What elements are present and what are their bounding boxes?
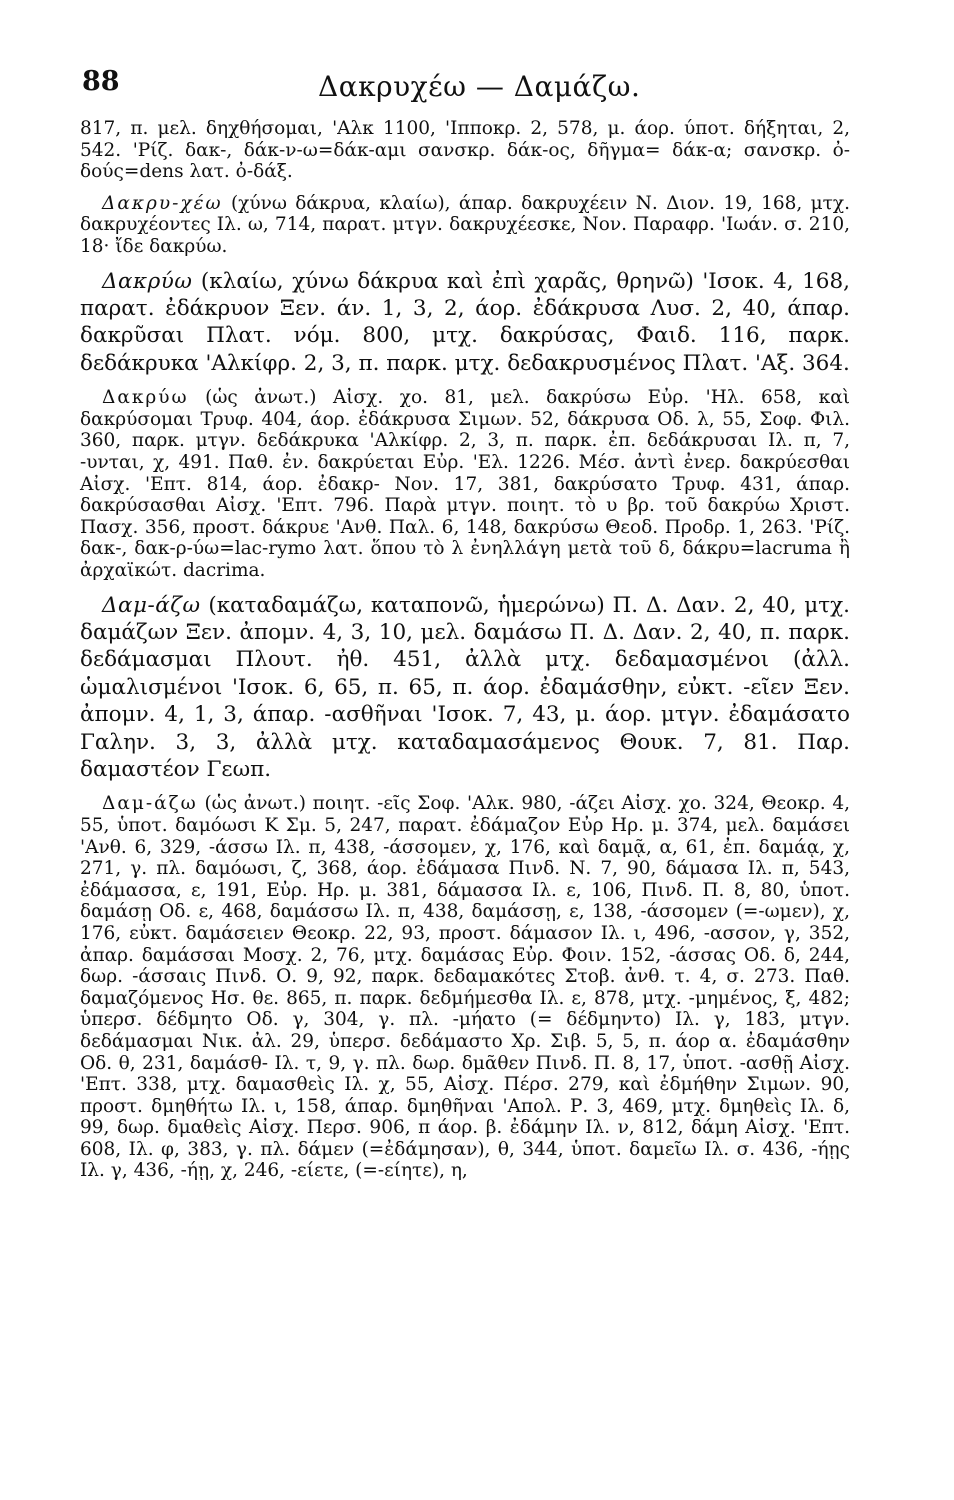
page-body (80, 118, 850, 1182)
entry-headword: Δαμ-άζω (102, 592, 201, 618)
entry-text: (χύνω δάκρυα, κλαίω), άπαρ. δακρυχέειν Ν. Διον. 19, 168, μτχ. δακρυχέοντες Ιλ. ω, 714, παρατ. μτγν. δακρυχέεσκε, Νον. Παραφρ. 'Ιωάν. σ. 210, 18· ἴδε δακρύω. (80, 192, 850, 257)
entry-headword: Δακρύω (102, 268, 193, 294)
entry-text: (κλαίω, χύνω δάκρυα καὶ ἐπὶ χαρᾶς, θρηνῶ) 'Ισοκ. 4, 168, παρατ. ἐδάκρυον Ξεν. άν. 1, 3, 2, άορ. ἐδάκρυσα Λυσ. 2, 40, άπαρ. δακρῦσαι Πλατ. νόμ. 800, μτχ. δακρύσας, Φαιδ. 116, παρκ. δεδάκρυκα 'Αλκίφρ. 2, 3, π. παρκ. μτχ. δεδακρυσμένος Πλατ. 'Αξ. 364. (80, 268, 850, 376)
page-number: 88 (82, 66, 120, 97)
entry-damazo-poetic (80, 793, 850, 1182)
entry-dakryo-prose (80, 268, 850, 378)
entry-continuation (80, 118, 850, 183)
entry-headword: Δακρύω (102, 387, 189, 409)
running-title: Δακρυχέω — Δαμάζω. (318, 70, 641, 103)
entry-text: 817, π. μελ. δηχθήσομαι, 'Αλκ 1100, 'Ιπποκρ. 2, 578, μ. άορ. ύποτ. δήξηται, 2, 542. 'Ρίζ. δακ-, δάκ-ν-ω=δάκ-αμι σανσκρ. δάκ-ος, δῆγμα= δάκ-α; σανσκρ. ὀ-δούς=dens λατ. ὀ-δάξ. (80, 118, 850, 183)
page-header (0, 66, 954, 116)
entry-dakrycheo (80, 193, 850, 258)
entry-dakryo-poetic (80, 387, 850, 581)
entry-headword: Δακρυ-χέω (102, 192, 223, 214)
entry-headword: Δαμ-άζω (102, 793, 198, 815)
entry-text: (καταδαμάζω, καταπονῶ, ἡμερώνω) Π. Δ. Δαν. 2, 40, μτχ. δαμάζων Ξεν. ἀπομν. 4, 3, 10, μελ. δαμάσω Π. Δ. Δαν. 2, 40, π. παρκ. δεδάμασμαι Πλουτ. ἠθ. 451, ἀλλὰ μτχ. δεδαμασμένοι (ἀλλ. ὡμαλισμένοι 'Ισοκ. 6, 65, π. 65, π. άορ. ἐδαμάσθην, εὐκτ. -εῖεν Ξεν. ἀπομν. 4, 1, 3, άπαρ. -ασθῆναι 'Ισοκ. 7, 43, μ. άορ. μτγν. ἐδαμάσατο Γαλην. 3, 3, ἀλλὰ μτχ. καταδαμασάμενος Θουκ. 7, 81. Παρ. δαμαστέον Γεωπ. (80, 592, 850, 782)
entry-text: (ὡς ἀνωτ.) Αἰσχ. χο. 81, μελ. δακρύσω Εὐρ. 'Ηλ. 658, καὶ δακρύσομαι Τρυφ. 404, άορ. ἐδάκρυσα Σιμων. 52, δάκρυσα Οδ. λ, 55, Σοφ. Φιλ. 360, παρκ. μτγν. δεδάκρυκα 'Αλκίφρ. 2, 3, π. παρκ. ἐπ. δεδάκρυσαι Ιλ. π, 7, -υνται, χ, 491. Παθ. ἐν. δακρύεται Εὐρ. 'Ελ. 1226. Μέσ. ἀντὶ ἐνερ. δακρύεσθαι Αἰσχ. 'Επτ. 814, άορ. ἐδακρ- Νον. 17, 381, δακρύσατο Τρυφ. 431, άπαρ. δακρύσασθαι Αἰσχ. 'Επτ. 796. Παρὰ μτγν. ποιητ. τὸ υ βρ. τοῦ δακρύω Χριστ. Πασχ. 356, προστ. δάκρυε 'Ανθ. Παλ. 6, 148, δακρύσω Θεοδ. Προδρ. 1, 263. 'Ρίζ. δακ-, δακ-ρ-ύω=lac-rymo λατ. ὅπου τὸ λ ἐνηλλάγη μετὰ τοῦ δ, δάκρυ=lacruma ἢ ἀρχαϊκώτ. dacrima. (80, 387, 850, 581)
entry-damazo-prose (80, 592, 850, 784)
entry-text: (ὡς ἀνωτ.) ποιητ. -εῖς Σοφ. 'Αλκ. 980, -άζει Αἰσχ. χο. 324, Θεοκρ. 4, 55, ὑποτ. δαμόωσι Κ Σμ. 5, 247, παρατ. ἐδάμαζον Εὐρ Ηρ. μ. 374, μελ. δαμάσει 'Ανθ. 6, 329, -άσσω Ιλ. π, 438, -άσσομεν, χ, 176, καὶ δαμᾷ, α, 61, ἐπ. δαμάᾳ, χ, 271, γ. πλ. δαμόωσι, ζ, 368, άορ. ἐδάμασα Πινδ. Ν. 7, 90, δάμασα Ιλ. π, 543, ἐδάμασσα, ε, 191, Εὐρ. Ηρ. μ. 381, δάμασσα Ιλ. ε, 106, Πινδ. Π. 8, 80, ὑποτ. δαμάσῃ Οδ. ε, 468, δαμάσσω Ιλ. π, 438, δαμάσσῃ, ε, 138, -άσσομεν (=-ωμεν), χ, 176, εὐκτ. δαμάσειεν Θεοκρ. 22, 93, προστ. δάμασον Ιλ. ι, 496, -ασσον, γ, 352, ἀπαρ. δαμάσσαι Μοσχ. 2, 76, μτχ. δαμάσας Εὐρ. Φοιν. 152, -άσσας Οδ. δ, 244, δωρ. -άσσαις Πινδ. Ο. 9, 92, παρκ. δεδαμακότες Στοβ. ἀνθ. τ. 4, σ. 273. Παθ. δαμαζόμενος Ησ. θε. 865, π. παρκ. δεδμήμεσθα Ιλ. ε, 878, μτχ. -μημένος, ξ, 482; ὑπερσ. δέδμητο Οδ. γ, 304, γ. πλ. -μήατο (= δέδμηντο) Ιλ. γ, 183, μτγν. δεδάμασμαι Νικ. ἀλ. 29, ὑπερσ. δεδάμαστο Χρ. Σιβ. 5, 5, π. άορ α. ἐδαμάσθην Οδ. θ, 231, δαμάσθ- Ιλ. τ, 9, γ. πλ. δωρ. δμᾶθεν Πινδ. Π. 8, 17, ὑποτ. -ασθῇ Αἰσχ. 'Επτ. 338, μτχ. δαμασθεὶς Ιλ. χ, 55, Αἰσχ. Πέρσ. 279, καὶ ἐδμήθην Σιμων. 90, προστ. δμηθήτω Ιλ. ι, 158, άπαρ. δμηθῆναι 'Απολ. Ρ. 3, 469, μτχ. δμηθεὶς Ιλ. δ, 99, δωρ. δμαθεὶς Αἰσχ. Περσ. 906, π άορ. β. ἐδάμην Ιλ. ν, 812, δάμη Αἰσχ. 'Επτ. 608, Ιλ. φ, 383, γ. πλ. δάμεν (=ἐδάμησαν), θ, 344, ὑποτ. δαμεῖω Ιλ. σ. 436, -ήῃς Ιλ. γ, 436, -ήῃ, χ, 246, -είετε, (=-είητε), η, (80, 793, 850, 1182)
